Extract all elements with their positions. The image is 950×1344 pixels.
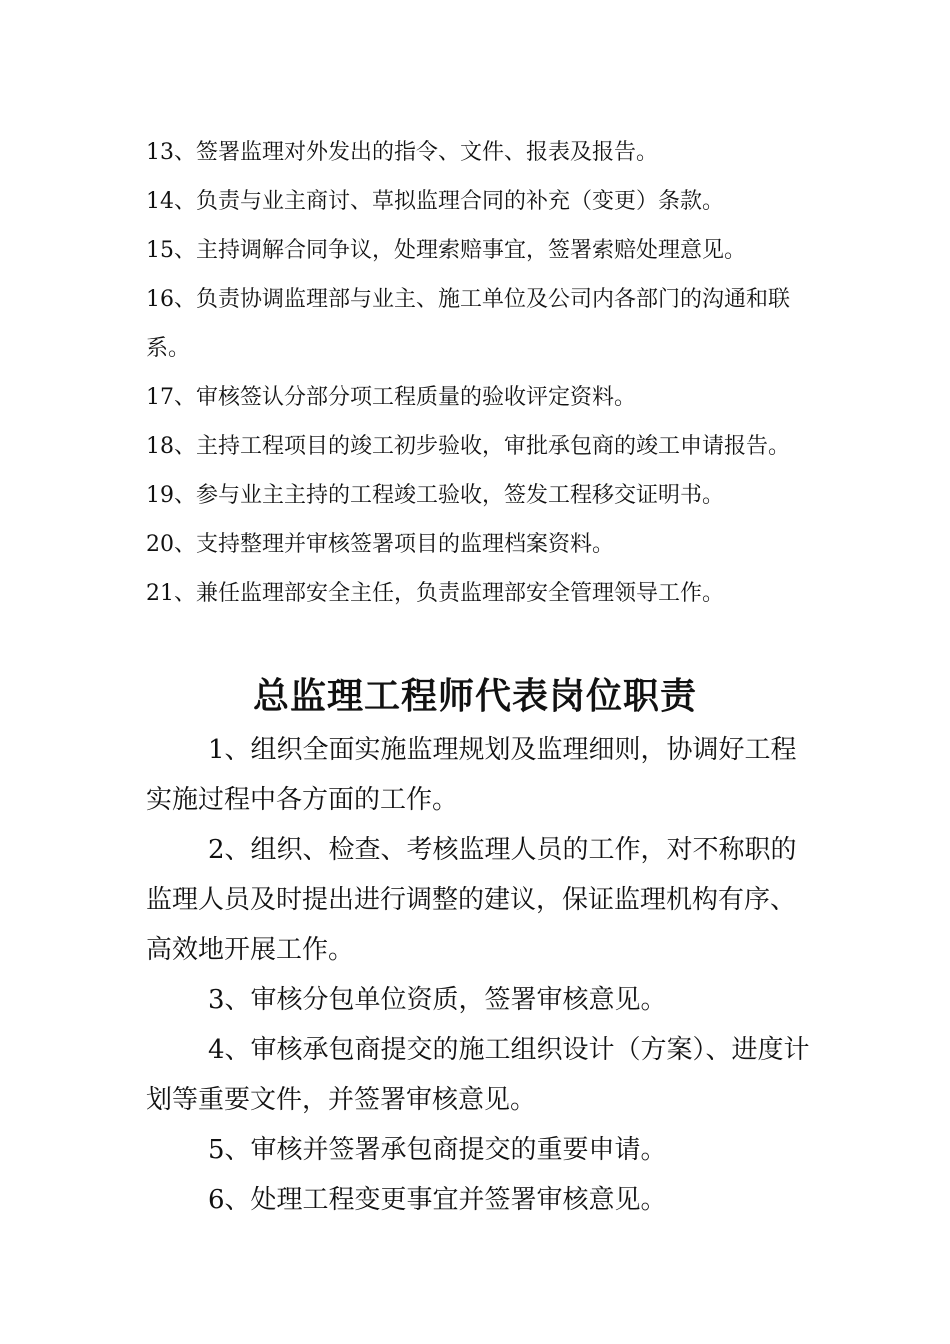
list-item: 13、签署监理对外发出的指令、文件、报表及报告。 — [146, 140, 658, 165]
list-item: 15、主持调解合同争议，处理索赔事宜，签署索赔处理意见。 — [146, 238, 746, 263]
responsibility-list-continued — [146, 128, 826, 618]
list-item: 19、参与业主主持的工程竣工验收，签发工程移交证明书。 — [146, 483, 724, 508]
section-item: 1、组织全面实施监理规划及监理细则，协调好工程实施过程中各方面的工作。 — [146, 735, 797, 815]
section-item: 4、审核承包商提交的施工组织设计（方案）、进度计划等重要文件，并签署审核意见。 — [146, 1035, 810, 1115]
list-item: 21、兼任监理部安全主任，负责监理部安全管理领导工作。 — [146, 581, 724, 606]
section-item: 3、审核分包单位资质，签署审核意见。 — [208, 985, 667, 1015]
section-item: 6、处理工程变更事宜并签署审核意见。 — [208, 1185, 667, 1215]
list-item: 17、审核签认分部分项工程质量的验收评定资料。 — [146, 385, 636, 410]
list-item: 20、支持整理并审核签署项目的监理档案资料。 — [146, 532, 614, 557]
section-item: 2、组织、检查、考核监理人员的工作，对不称职的监理人员及时提出进行调整的建议，保证监理机构有序、高效地开展工作。 — [146, 835, 797, 965]
list-item: 14、负责与业主商讨、草拟监理合同的补充（变更）条款。 — [146, 189, 724, 214]
list-item: 16、负责协调监理部与业主、施工单位及公司内各部门的沟通和联系。 — [146, 287, 790, 361]
section-body — [146, 725, 811, 1225]
section-item: 5、审核并签署承包商提交的重要申请。 — [208, 1135, 667, 1165]
list-item: 18、主持工程项目的竣工初步验收，审批承包商的竣工申请报告。 — [146, 434, 790, 459]
section-title: 总监理工程师代表岗位职责 — [252, 676, 697, 717]
